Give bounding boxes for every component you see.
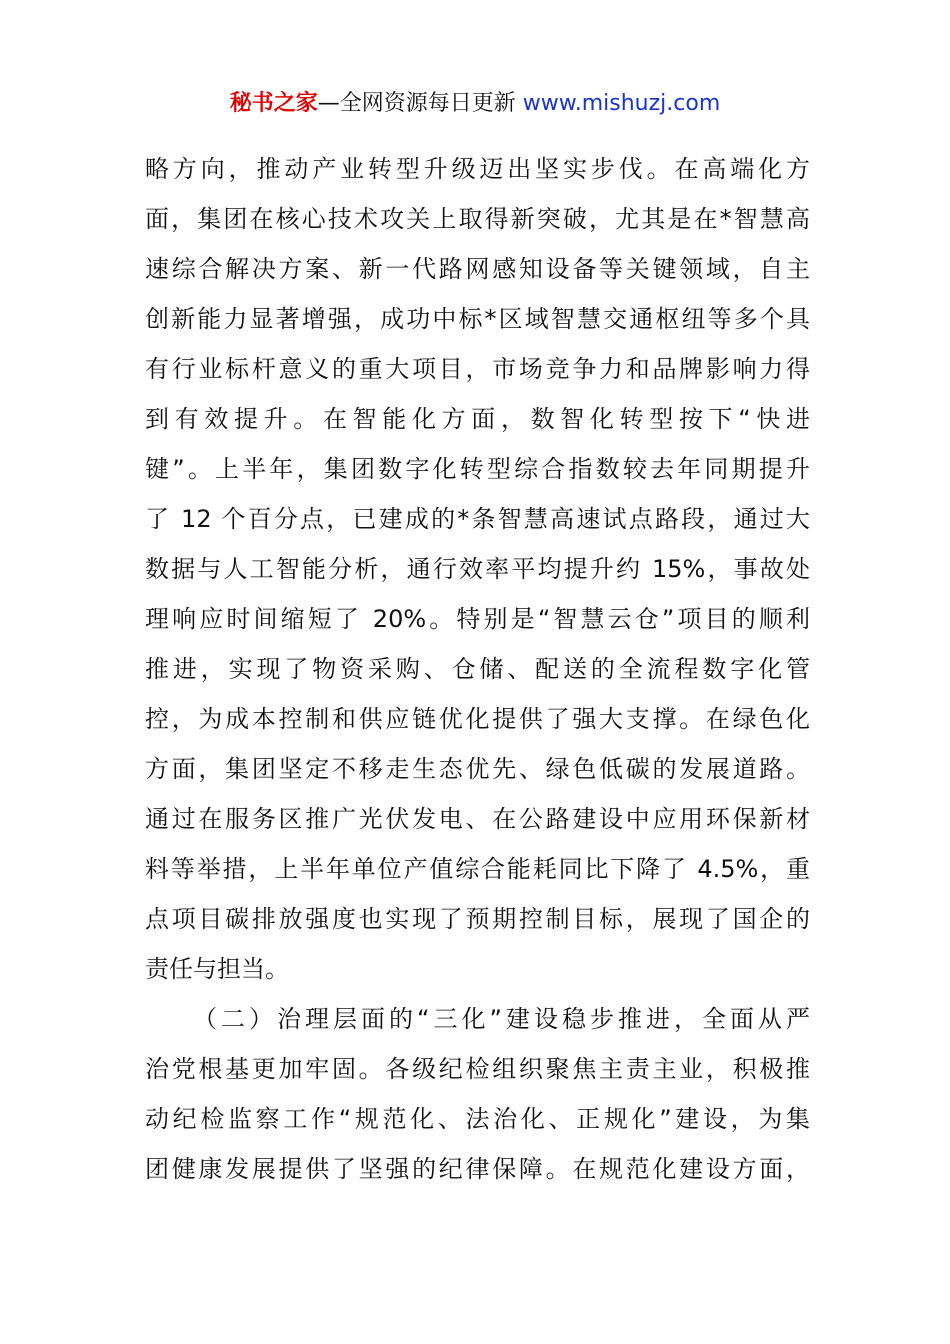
text-line: 控，为成本控制和供应链优化提供了强大支撑。在绿色化 bbox=[145, 705, 810, 733]
text-line: 数据与人工智能分析，通行效率平均提升约 15%，事故处 bbox=[145, 555, 810, 583]
site-header bbox=[0, 88, 950, 120]
text-line: 创新能力显著增强，成功中标*区域智慧交通枢纽等多个具 bbox=[145, 305, 810, 333]
site-brand: 秘书之家 bbox=[229, 91, 318, 116]
text-line: 键”。上半年，集团数字化转型综合指数较去年同期提升 bbox=[145, 455, 810, 483]
text-line: 速综合解决方案、新一代路网感知设备等关键领域，自主 bbox=[145, 255, 810, 283]
text-line: 点项目碳排放强度也实现了预期控制目标，展现了国企的 bbox=[145, 905, 810, 933]
text-line: 责任与担当。 bbox=[145, 955, 289, 983]
site-tagline: —全网资源每日更新 bbox=[317, 91, 523, 116]
text-line: 动纪检监察工作“规范化、法治化、正规化”建设，为集 bbox=[145, 1105, 810, 1133]
text-line: 料等举措，上半年单位产值综合能耗同比下降了 4.5%，重 bbox=[145, 855, 810, 883]
text-line: 理响应时间缩短了 20%。特别是“智慧云仓”项目的顺利 bbox=[145, 605, 810, 633]
text-line: 略方向，推动产业转型升级迈出坚实步伐。在高端化方 bbox=[145, 155, 810, 183]
text-line: 有行业标杆意义的重大项目，市场竞争力和品牌影响力得 bbox=[145, 355, 810, 383]
paragraph-1 bbox=[145, 144, 810, 994]
text-line: 通过在服务区推广光伏发电、在公路建设中应用环保新材 bbox=[145, 805, 810, 833]
text-line: 了 12 个百分点，已建成的*条智慧高速试点路段，通过大 bbox=[145, 505, 810, 533]
text-line: 面，集团在核心技术攻关上取得新突破，尤其是在*智慧高 bbox=[145, 205, 810, 233]
text-line: 团健康发展提供了坚强的纪律保障。在规范化建设方面， bbox=[145, 1155, 810, 1183]
text-line: 方面，集团坚定不移走生态优先、绿色低碳的发展道路。 bbox=[145, 755, 810, 783]
text-line: （二）治理层面的“三化”建设稳步推进，全面从严 bbox=[193, 1005, 810, 1033]
paragraph-2 bbox=[145, 994, 810, 1194]
text-line: 推进，实现了物资采购、仓储、配送的全流程数字化管 bbox=[145, 655, 810, 683]
site-url-link[interactable]: www.mishuzj.com bbox=[522, 91, 721, 116]
document-body bbox=[145, 144, 810, 1194]
text-line: 治党根基更加牢固。各级纪检组织聚焦主责主业，积极推 bbox=[145, 1055, 810, 1083]
text-line: 到有效提升。在智能化方面，数智化转型按下“快进 bbox=[145, 405, 810, 433]
